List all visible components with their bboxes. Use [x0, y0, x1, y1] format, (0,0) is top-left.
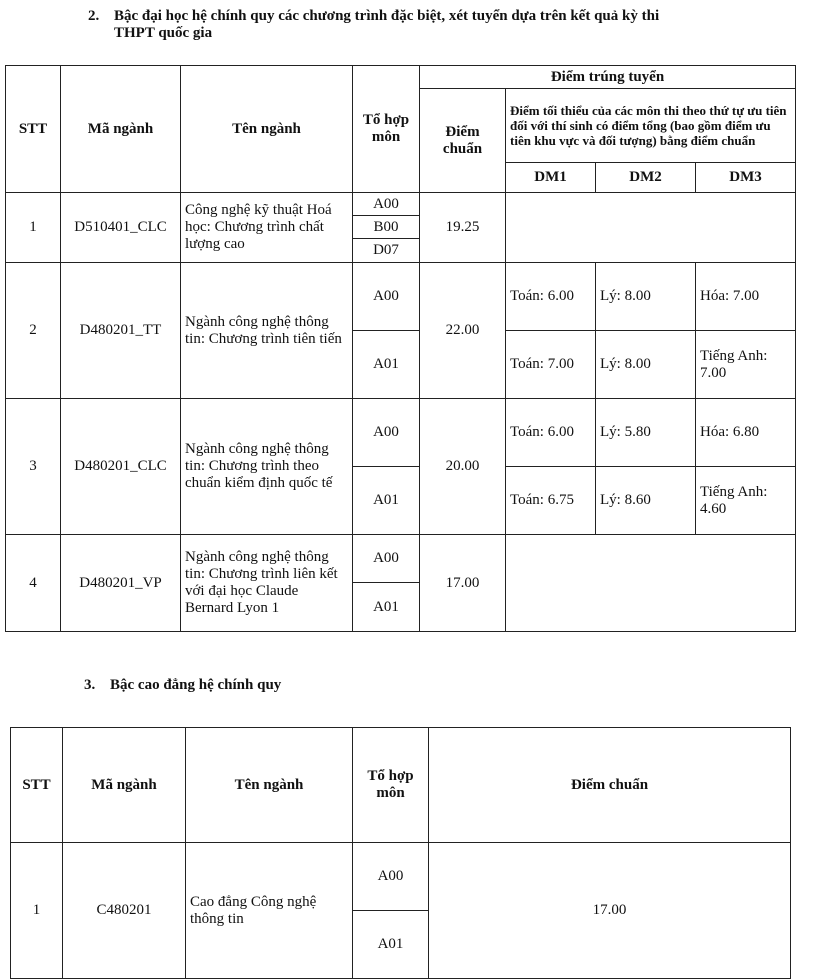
row-dm3: Tiếng Anh: 7.00	[696, 331, 796, 399]
header-ma-nganh: Mã ngành	[61, 66, 181, 193]
row-stt: 4	[6, 535, 61, 632]
header-stt: STT	[6, 66, 61, 193]
header-dm2: DM2	[596, 163, 696, 193]
header-ten-nganh: Tên ngành	[181, 66, 353, 193]
row-ten-nganh: Cao đẳng Công nghệ thông tin	[186, 843, 353, 979]
section-2-heading	[88, 8, 768, 42]
row-diem-chuan: 19.25	[420, 193, 506, 263]
header-diem-trung-tuyen: Điểm trúng tuyển	[420, 66, 796, 89]
row-dm3: Hóa: 6.80	[696, 399, 796, 467]
header-stt: STT	[11, 728, 63, 843]
row-diem-chuan: 20.00	[420, 399, 506, 535]
row-ten-nganh: Ngành công nghệ thông tin: Chương trình tiên tiến	[181, 263, 353, 399]
header-dm1: DM1	[506, 163, 596, 193]
row-dm1: Toán: 6.00	[506, 263, 596, 331]
header-to-hop: Tổ hợp môn	[353, 66, 420, 193]
row-dm-empty	[506, 535, 796, 632]
row-stt: 1	[6, 193, 61, 263]
special-programs-table	[5, 65, 796, 632]
row-ten-nganh: Công nghệ kỹ thuật Hoá học: Chương trình chất lượng cao	[181, 193, 353, 263]
section-3-heading	[84, 677, 281, 694]
row-diem-chuan: 17.00	[429, 843, 791, 979]
row-combo: D07	[353, 239, 420, 263]
header-diem-chuan: Điểm chuẩn	[420, 89, 506, 193]
row-dm2: Lý: 8.00	[596, 263, 696, 331]
row-combo: A00	[353, 843, 429, 911]
row-ma-nganh: D510401_CLC	[61, 193, 181, 263]
header-ten-nganh: Tên ngành	[186, 728, 353, 843]
row-dm1: Toán: 6.75	[506, 467, 596, 535]
row-ma-nganh: D480201_CLC	[61, 399, 181, 535]
row-ma-nganh: C480201	[63, 843, 186, 979]
row-combo: A00	[353, 263, 420, 331]
table-row	[11, 843, 791, 911]
row-combo: A01	[353, 467, 420, 535]
row-combo: A01	[353, 331, 420, 399]
row-combo: A01	[353, 583, 420, 632]
row-combo: A00	[353, 399, 420, 467]
header-to-hop: Tổ hợp môn	[353, 728, 429, 843]
section-2-title-line2: THPT quốc gia	[114, 25, 213, 41]
table-row	[6, 263, 796, 331]
row-combo: A01	[353, 911, 429, 979]
row-combo: B00	[353, 216, 420, 239]
table-row	[6, 193, 796, 216]
row-dm2: Lý: 8.00	[596, 331, 696, 399]
table-row	[6, 535, 796, 583]
header-diem-chuan: Điểm chuẩn	[429, 728, 791, 843]
college-table	[10, 727, 791, 979]
section-2-number: 2.	[88, 8, 100, 24]
row-stt: 1	[11, 843, 63, 979]
row-dm-empty	[506, 193, 796, 263]
header-diem-toi-thieu: Điểm tối thiểu của các môn thi theo thứ tự ưu tiên đối với thí sinh có điểm tổng (bao gồm điểm ưu tiên khu vực và đối tượng) bằng điểm chuẩn	[506, 89, 796, 163]
header-ma-nganh: Mã ngành	[63, 728, 186, 843]
row-diem-chuan: 17.00	[420, 535, 506, 632]
header-dm3: DM3	[696, 163, 796, 193]
row-diem-chuan: 22.00	[420, 263, 506, 399]
table-row	[6, 399, 796, 467]
section-3-title: Bậc cao đẳng hệ chính quy	[110, 677, 282, 693]
section-3-number: 3.	[84, 677, 96, 693]
row-stt: 3	[6, 399, 61, 535]
section-2-title-line1: Bậc đại học hệ chính quy các chương trình đặc biệt, xét tuyển dựa trên kết quả kỳ thi	[114, 8, 660, 24]
row-dm2: Lý: 5.80	[596, 399, 696, 467]
row-combo: A00	[353, 193, 420, 216]
row-dm2: Lý: 8.60	[596, 467, 696, 535]
row-ma-nganh: D480201_TT	[61, 263, 181, 399]
row-dm1: Toán: 6.00	[506, 399, 596, 467]
row-dm3: Hóa: 7.00	[696, 263, 796, 331]
row-ma-nganh: D480201_VP	[61, 535, 181, 632]
row-ten-nganh: Ngành công nghệ thông tin: Chương trình liên kết với đại học Claude Bernard Lyon 1	[181, 535, 353, 632]
row-dm1: Toán: 7.00	[506, 331, 596, 399]
row-stt: 2	[6, 263, 61, 399]
row-ten-nganh: Ngành công nghệ thông tin: Chương trình theo chuẩn kiểm định quốc tế	[181, 399, 353, 535]
row-dm3: Tiếng Anh: 4.60	[696, 467, 796, 535]
row-combo: A00	[353, 535, 420, 583]
